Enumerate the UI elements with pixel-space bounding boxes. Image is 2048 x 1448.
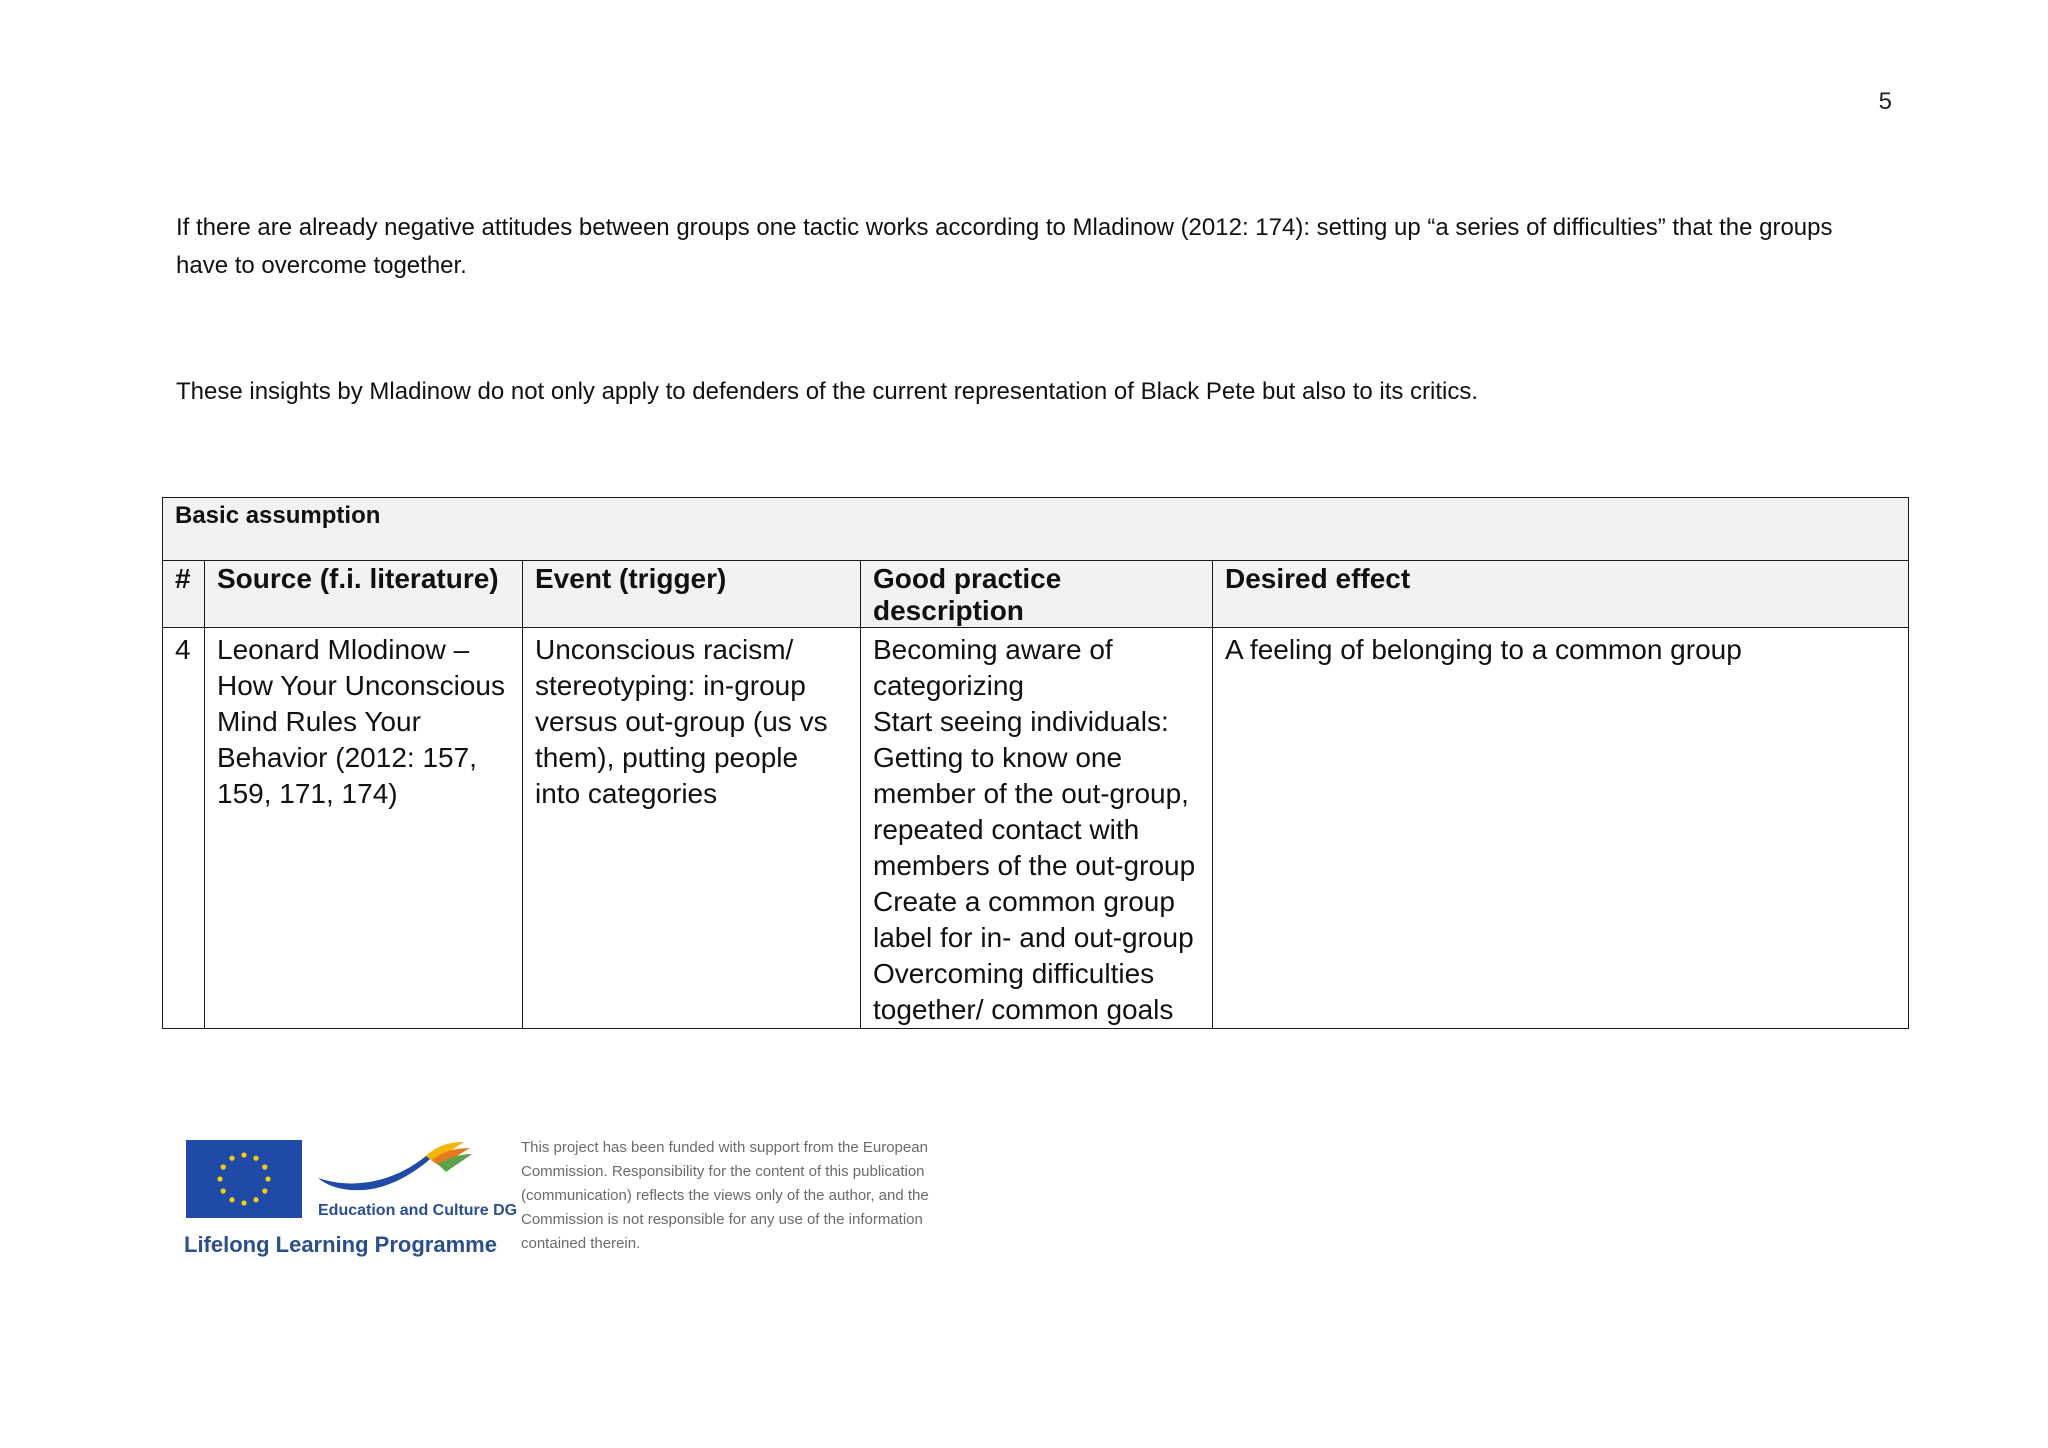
basic-assumption-row [163,498,1909,561]
event-line: into categories [535,778,718,809]
education-culture-swoosh-icon [314,1138,474,1208]
event-line: versus out-group (us vs [535,706,828,737]
page-number: 5 [1878,88,1892,115]
eu-star-icon [221,1164,226,1169]
education-culture-label: Education and Culture DG [318,1202,518,1219]
event-line: Unconscious racism/ [535,634,794,665]
disclaimer-line: Commission is not responsible for any use of the information [521,1211,923,1228]
eu-star-icon [221,1188,226,1193]
funding-disclaimer [521,1136,991,1256]
paragraph-black-pete-insights: These insights by Mladinow do not only apply to defenders of the current representation of Black Pete but also to its critics. [176,378,1479,405]
good-practice-line: Becoming aware of [873,634,1113,665]
table-header-row [163,561,1909,628]
good-practice-line: members of the out-group [873,850,1196,881]
disclaimer-line: contained therein. [521,1235,641,1252]
lifelong-learning-label: Lifelong Learning Programme [184,1232,497,1257]
row-good-practice [861,628,1213,1029]
table-row [163,628,1909,1029]
basic-assumption-label: Basic assumption [163,498,1909,561]
eu-star-icon [241,1152,246,1157]
eu-star-icon [229,1156,234,1161]
good-practice-line: together/ common goals [873,994,1174,1025]
eu-star-icon [241,1200,246,1205]
header-event: Event (trigger) [523,561,861,628]
source-line: Mind Rules Your [217,706,421,737]
header-desired-effect: Desired effect [1213,561,1909,628]
good-practice-table [162,497,1908,1029]
good-practice-line: Overcoming difficulties [873,958,1155,989]
source-line: 159, 171, 174) [217,778,398,809]
good-practice-line: Getting to know one [873,742,1123,773]
row-event [523,628,861,1029]
source-line: Leonard Mlodinow – [217,634,470,665]
disclaimer-line: (communication) reflects the views only of the author, and the [521,1187,929,1204]
eu-star-icon [229,1197,234,1202]
row-number: 4 [163,628,205,1029]
paragraph-mladinow-tactic: If there are already negative attitudes between groups one tactic works according to Mladinow (2012: 174): setting up “a series of difficulties” that the groups have to overcome together. [176,214,1833,279]
good-practice-line: Create a common group [873,886,1175,917]
funding-footer [178,1128,968,1268]
eu-star-icon [265,1176,270,1181]
eu-star-icon [253,1156,258,1161]
event-line: them), putting people [535,742,799,773]
good-practice-line: repeated contact with [873,814,1140,845]
disclaimer-line: Commission. Responsibility for the content of this publication [521,1163,925,1180]
row-source [205,628,523,1029]
header-source: Source (f.i. literature) [205,561,523,628]
row-desired-effect: A feeling of belonging to a common group [1213,628,1909,1029]
disclaimer-line: This project has been funded with support from the European [521,1139,928,1156]
event-line: stereotyping: in-group [535,670,806,701]
eu-star-icon [262,1164,267,1169]
eu-star-icon [262,1188,267,1193]
good-practice-line: member of the out-group, [873,778,1189,809]
good-practice-line: label for in- and out-group [873,922,1194,953]
good-practice-line: categorizing [873,670,1024,701]
header-number: # [163,561,205,628]
eu-star-icon [253,1197,258,1202]
source-line: How Your Unconscious [217,670,505,701]
good-practice-line: Start seeing individuals: [873,706,1169,737]
eu-star-icon [217,1176,222,1181]
header-good-practice: Good practice description [861,561,1213,628]
source-line: Behavior (2012: 157, [217,742,477,773]
eu-flag-icon [186,1140,302,1218]
